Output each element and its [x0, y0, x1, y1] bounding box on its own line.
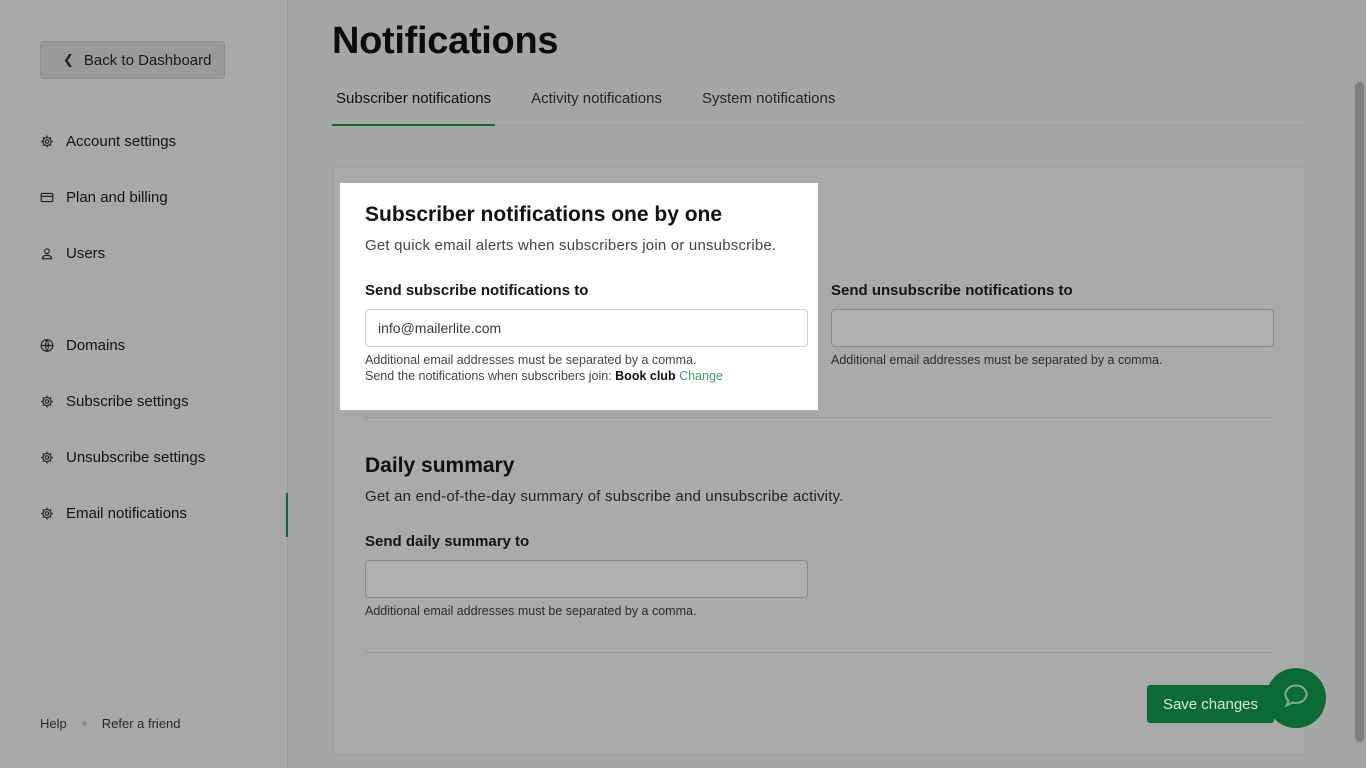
daily-summary-field-label: Send daily summary to [365, 533, 530, 550]
gear-icon [40, 395, 54, 409]
sidebar-item-label: Domains [66, 337, 126, 354]
scrollbar-thumb[interactable] [1355, 82, 1364, 742]
unsubscribe-email-input[interactable] [831, 309, 1274, 347]
sidebar-item-label: Subscribe settings [66, 393, 189, 410]
active-indicator [286, 493, 288, 537]
change-group-link[interactable]: Change [679, 369, 723, 383]
gear-icon [40, 507, 54, 521]
gear-icon [40, 451, 54, 465]
subscribe-hint: Additional email addresses must be separated by a comma. [365, 353, 697, 367]
subscriber-notifications-spotlight [340, 183, 818, 410]
daily-summary-subtitle: Get an end-of-the-day summary of subscribe and unsubscribe activity. [365, 488, 844, 505]
chat-support-button[interactable] [1266, 668, 1326, 728]
chevron-left-icon: ❮ [63, 52, 74, 67]
page-title: Notifications [332, 20, 559, 62]
subscribe-field-label: Send subscribe notifications to [365, 282, 589, 299]
daily-summary-hint: Additional email addresses must be separated by a comma. [365, 604, 697, 618]
sidebar-item-label: Unsubscribe settings [66, 449, 206, 466]
sidebar-item-users[interactable] [40, 245, 105, 262]
join-group-text: Send the notifications when subscribers join: [365, 369, 612, 383]
sidebar-item-unsubscribe-settings[interactable] [40, 449, 205, 466]
help-link[interactable]: Help [40, 716, 67, 731]
tab-system-notifications[interactable]: System notifications [701, 90, 836, 107]
subscribe-email-input[interactable] [365, 309, 808, 347]
refer-friend-link[interactable]: Refer a friend [101, 716, 181, 731]
sidebar-item-account-settings[interactable] [40, 133, 176, 150]
card-icon [40, 191, 54, 205]
back-to-dashboard-label: Back to Dashboard [83, 51, 212, 69]
gear-icon [40, 135, 54, 149]
join-group-line [365, 369, 723, 383]
daily-summary-email-input[interactable] [365, 560, 808, 598]
daily-summary-title: Daily summary [365, 454, 515, 477]
sidebar [0, 0, 288, 768]
unsubscribe-field-label: Send unsubscribe notifications to [831, 282, 1073, 299]
sidebar-item-label: Users [66, 245, 106, 262]
one-by-one-title: Subscriber notifications one by one [365, 203, 723, 226]
sidebar-item-label: Email notifications [66, 505, 187, 522]
separator-dot [82, 721, 87, 726]
sidebar-item-subscribe-settings[interactable] [40, 393, 189, 410]
unsubscribe-hint: Additional email addresses must be separated by a comma. [831, 353, 1163, 367]
section-divider [365, 417, 1273, 418]
back-to-dashboard-button[interactable] [40, 41, 225, 79]
sidebar-footer [40, 716, 181, 731]
sidebar-item-domains[interactable] [40, 337, 125, 354]
sidebar-item-email-notifications[interactable] [40, 505, 187, 522]
tab-subscriber-notifications[interactable]: Subscriber notifications [332, 80, 495, 126]
chat-icon [1282, 682, 1310, 715]
sidebar-item-plan-billing[interactable] [40, 189, 168, 206]
page-scrollbar[interactable] [1353, 0, 1366, 768]
tab-bar [332, 80, 1305, 126]
globe-icon [40, 339, 54, 353]
sidebar-item-label: Plan and billing [66, 189, 168, 206]
user-icon [40, 247, 54, 261]
sidebar-item-label: Account settings [66, 133, 177, 150]
save-changes-button[interactable]: Save changes [1147, 685, 1274, 723]
tab-activity-notifications[interactable]: Activity notifications [531, 90, 662, 107]
one-by-one-subtitle: Get quick email alerts when subscribers join or unsubscribe. [365, 237, 777, 254]
section-divider [365, 652, 1273, 653]
join-group-name: Book club [615, 369, 676, 383]
